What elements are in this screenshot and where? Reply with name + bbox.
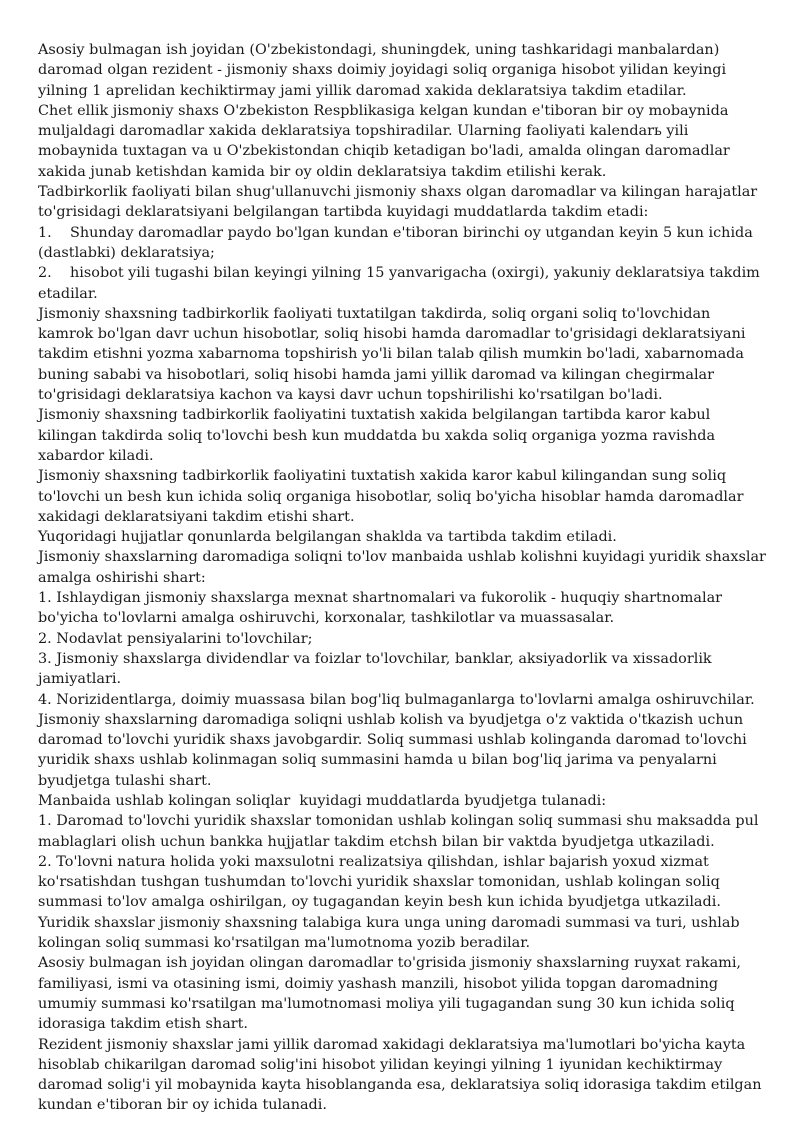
paragraph-activity-stopped: Jismoniy shaxsning tadbirkorlik faoliyati tuxtatilgan takdirda, soliq organi soliq to'lovchidan kamrok bo'lgan davr uchun hisobotlar, soliq hisobi hamda daromadlar to'grisidagi deklaratsiyani takdim etishni yozma xabarnoma topshirish yo'li bilan talab qilish mumkin bo'ladi, xabarnomada buning sababi va hisobotlari, soliq hisobi hamda jami yillik daromad va kilingan chegirmalar to'grisidagi deklaratsiya kachon va kaysi davr uchun topshirilishi ko'rsatilgan bo'ladi. — [38, 305, 751, 404]
paragraph-withholding-agents: Jismoniy shaxslarning daromadiga soliqni to'lov manbaida ushlab kolishni kuyidagi yuridik shaxslar amalga oshirishi shart: — [38, 549, 771, 586]
paragraph-annual-declaration: Asosiy bulmagan ish joyidan (O'zbekistondagi, shuningdek, uning tashkaridagi manbalardan) daromad olgan rezident - jismoniy shaxs doimiy joyidagi soliq organiga hisobot yilidan keyingi yilning 1 aprelidan kechiktirmay jami yillik daromad xakida deklaratsiya takdim etadilar. — [38, 42, 731, 99]
list-item-employers: 1. Ishlaydigan jismoniy shaxslarga mexnat shartnomalari va fukorolik - huquqiy shartnomalar bo'yicha to'lovlarni amalga oshiruvchi, korxonalar, tashkilotlar va muassasalar. — [38, 590, 727, 627]
paragraph-recalculated-tax: Rezident jismoniy shaxslar jami yillik daromad xakidagi deklaratsiya ma'lumotlari bo'yicha kayta hisoblab chikarilgan daromad solig'ini hisobot yilidan keyingi yilning 1 iyunidan kechiktirmay daromad solig'i yil mobaynida kayta hisoblanganda esa, deklaratsiya soliq idorasiga takdim etilgan kundan e'tiboran bir oy ichida tulanadi. — [38, 1036, 767, 1114]
list-item-nonresident-payers: 4. Norizidentlarga, doimiy muassasa bilan bog'liq bulmaganlarga to'lovlarni amalga oshiruvchilar. — [38, 691, 755, 708]
paragraph-foreign-individuals: Chet ellik jismoniy shaxs O'zbekiston Respblikasiga kelgan kundan e'tiboran bir oy mobaynida muljaldagi daromadlar xakida deklaratsiya topshiradilar. Ularning faoliyati kalendarь yili mobaynida tuxtagan va u O'zbekistondan chiqib ketadigan bo'ladi, amalda olingan daromadlar xakida junab ketishdan kamida bir oy oldin deklaratsiya takdim etilishi kerak. — [38, 102, 735, 180]
document-page — [38, 40, 771, 1116]
paragraph-entrepreneur-declaration: Tadbirkorlik faoliyati bilan shug'ullanuvchi jismoniy shaxs olgan daromadlar va kilingan harajatlar to'grisidagi deklaratsiyani belgilangan tartibda kuyidagi muddatlarda takdim etadi: — [38, 184, 762, 221]
list-item-final-declaration: 2. hisobot yili tugashi bilan keyingi yilning 15 yanvarigacha (oxirgi), yakuniy deklaratsiya takdim etadilar. — [38, 265, 765, 302]
paragraph-stop-decision-notice: Jismoniy shaxsning tadbirkorlik faoliyatini tuxtatish xakida belgilangan tartibda karor kabul kilingan takdirda soliq to'lovchi besh kun muddatda bu xakda soliq organiga yozma ravishda xabardor kiladi. — [38, 407, 720, 464]
list-item-in-kind-payment: 2. To'lovni natura holida yoki maxsulotni realizatsiya qilishdan, ishlar bajarish yoxud xizmat ko'rsatishdan tushgan tushumdan to'lovchi yuridik shaxslar tomonidan, ushlab kolingan soliq summasi to'lov amalga oshirilgan, oy tugagandan keyin besh kun ichida byudjetga utkaziladi. — [38, 853, 725, 911]
paragraph-payment-deadlines: Manbaida ushlab kolingan soliqlar kuyidagi muddatlarda byudjetga tulanadi: — [38, 792, 607, 809]
list-item-pension-payers: 2. Nodavlat pensiyalarini to'lovchilar; — [38, 630, 313, 647]
list-item-initial-declaration: 1. Shunday daromadlar paydo bo'lgan kundan e'tiboran birinchi oy utgandan keyin 5 kun ichida (dastlabki) deklaratsiya; — [38, 224, 758, 261]
paragraph-income-certificate: Yuridik shaxslar jismoniy shaxsning talabiga kura unga uning daromadi summasi va turi, ushlab kolingan soliq summasi ko'rsatilgan ma'lumotnoma yozib beradilar. — [38, 914, 745, 952]
list-item-dividend-payers: 3. Jismoniy shaxslarga dividendlar va foizlar to'lovchilar, banklar, aksiyadorlik va xissadorlik jamiyatlari. — [38, 650, 717, 688]
paragraph-secondary-income-report: Asosiy bulmagan ish joyidan olingan daromadlar to'grisida jismoniy shaxslarning ruyxat rakami, familiyasi, ismi va otasining ismi, doimiy yashash manzili, hisobot yilida topgan daromadning umumiy summasi ko'rsatilgan ma'lumotnomasi moliya yili tugagandan sung 30 kun ichida soliq idorasiga takdim etish shart. — [38, 955, 746, 1033]
list-item-bank-transfer: 1. Daromad to'lovchi yuridik shaxslar tomonidan ushlab kolingan soliq summasi shu maksadda pul mablaglari olish uchun bankka hujjatlar takdim etchsh bilan bir vaktda byudjetga utkaziladi. — [38, 813, 764, 850]
paragraph-documents-form: Yuqoridagi hujjatlar qonunlarda belgilangan shaklda va tartibda takdim etiladi. — [38, 529, 617, 546]
paragraph-stop-reporting: Jismoniy shaxsning tadbirkorlik faoliyatini tuxtatish xakida karor kabul kilingandan sung soliq to'lovchi un besh kun ichida soliq organiga hisobotlar, soliq bo'yicha hisoblar hamda daromadlar xakidagi deklaratsiyani takdim etishi shart. — [38, 468, 749, 525]
paragraph-withholding-liability: Jismoniy shaxslarning daromadiga soliqni ushlab kolish va byudjetga o'z vaktida o'tkazish uchun daromad to'lovchi yuridik shaxs javobgardir. Soliq summasi ushlab kolinganda daromad to'lovchi yuridik shaxs ushlab kolinmagan soliq summasini hamda u bilan bog'liq jarima va penyalarni byudjetga tulashi shart. — [38, 711, 752, 789]
